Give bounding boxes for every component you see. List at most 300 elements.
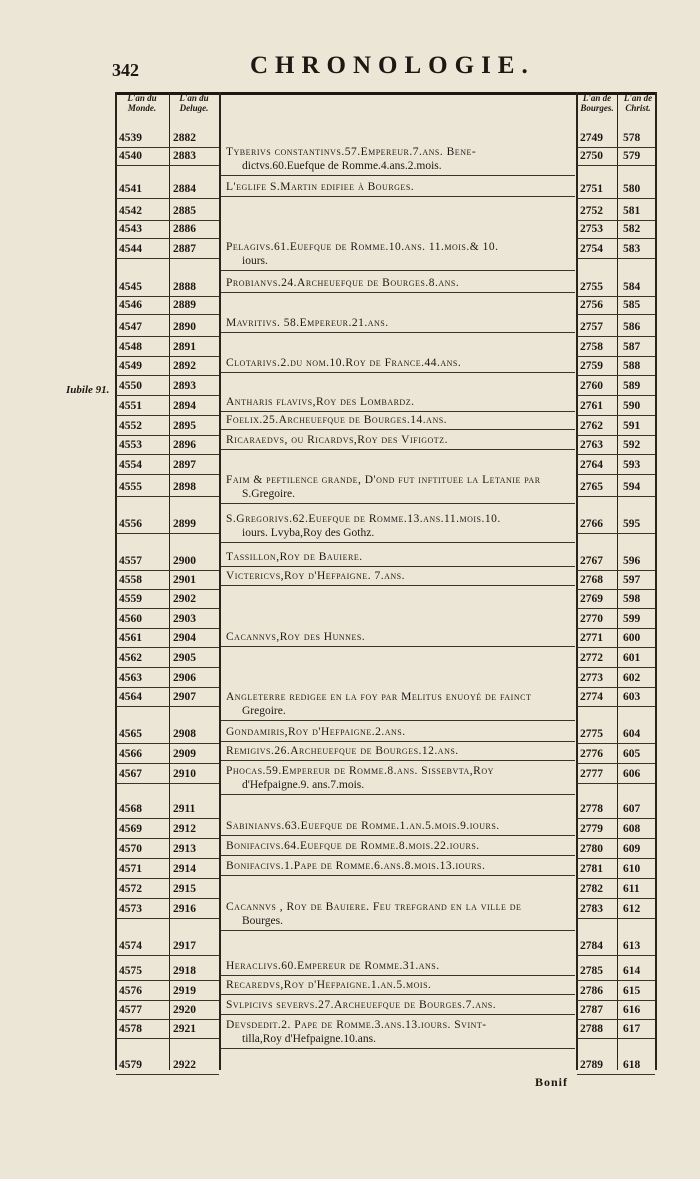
chronicle-entry [226, 900, 576, 928]
entry-rule [221, 503, 575, 504]
chronicle-entry [226, 413, 576, 427]
row-rule [577, 496, 655, 497]
row-rule [577, 647, 655, 648]
christ-year: 600 [623, 632, 641, 644]
bourges-year: 2768 [580, 574, 603, 586]
christ-year: 590 [623, 400, 641, 412]
bourges-year: 2750 [580, 150, 603, 162]
row-rule [116, 628, 219, 629]
entry-line: Tyberivs constantinvs.57.Empereur.7.ans. Bene- [226, 146, 477, 158]
row-rule [577, 375, 655, 376]
row-rule [577, 238, 655, 239]
chronicle-entry [226, 473, 576, 501]
entry-rule [221, 835, 575, 836]
chronicle-entry [226, 356, 576, 370]
entry-line: Remigivs.26.Archeuefque de Bourges.12.ans. [226, 745, 459, 757]
row-rule [577, 314, 655, 315]
entry-line: Ricaraedvs, ou Ricardvs,Roy des Vifigotz. [226, 434, 448, 446]
bourges-year: 2782 [580, 883, 603, 895]
christ-year: 608 [623, 823, 641, 835]
deluge-year: 2885 [173, 205, 196, 217]
bourges-year: 2756 [580, 299, 603, 311]
christ-year: 609 [623, 843, 641, 855]
deluge-year: 2916 [173, 903, 196, 915]
bourges-year: 2778 [580, 803, 603, 815]
christ-year: 607 [623, 803, 641, 815]
row-rule [577, 589, 655, 590]
entry-line: L'eglife S.Martin edifiee à Bourges. [226, 181, 415, 193]
entry-line-continued: iours. Lvyba,Roy des Gothz. [242, 527, 375, 539]
world-year: 4541 [119, 183, 142, 195]
deluge-year: 2903 [173, 613, 196, 625]
row-rule [116, 336, 219, 337]
chronicle-entry [226, 839, 576, 853]
row-rule [116, 743, 219, 744]
row-rule [577, 1038, 655, 1039]
christ-year: 613 [623, 940, 641, 952]
christ-year: 597 [623, 574, 641, 586]
bourges-year: 2765 [580, 481, 603, 493]
bourges-year: 2780 [580, 843, 603, 855]
row-rule [577, 395, 655, 396]
row-rule [577, 198, 655, 199]
world-year: 4548 [119, 341, 142, 353]
world-year: 4552 [119, 420, 142, 432]
row-rule [577, 980, 655, 981]
christ-year: 617 [623, 1023, 641, 1035]
bourges-year: 2788 [580, 1023, 603, 1035]
row-rule [577, 898, 655, 899]
deluge-year: 2920 [173, 1004, 196, 1016]
entry-rule [221, 449, 575, 450]
deluge-year: 2886 [173, 223, 196, 235]
col-header-deluge: L'an du Deluge. [179, 93, 209, 113]
entry-line: Sabinianvs.63.Euefque de Romme.1.an.5.mois.9.iours. [226, 820, 500, 832]
bourges-year: 2779 [580, 823, 603, 835]
row-rule [116, 858, 219, 859]
row-rule [577, 1074, 655, 1075]
world-year: 4564 [119, 691, 142, 703]
row-rule [116, 165, 219, 166]
row-rule [577, 667, 655, 668]
row-rule [116, 375, 219, 376]
christ-year: 594 [623, 481, 641, 493]
world-year: 4576 [119, 985, 142, 997]
entry-line: Clotarivs.2.du nom.10.Roy de France.44.ans. [226, 357, 462, 369]
row-rule [116, 608, 219, 609]
entry-line: S.Gregorivs.62.Euefque de Romme.13.ans.11.mois.10. [226, 513, 501, 525]
row-rule [116, 198, 219, 199]
row-rule [577, 858, 655, 859]
row-rule [116, 1000, 219, 1001]
christ-year: 601 [623, 652, 641, 664]
row-rule [577, 706, 655, 707]
row-rule [116, 955, 219, 956]
bourges-year: 2751 [580, 183, 603, 195]
row-rule [116, 687, 219, 688]
row-rule [577, 1000, 655, 1001]
entry-rule [221, 875, 575, 876]
chronicle-entry [226, 725, 576, 739]
christ-year: 588 [623, 360, 641, 372]
world-year: 4565 [119, 728, 142, 740]
deluge-year: 2891 [173, 341, 196, 353]
world-year: 4553 [119, 439, 142, 451]
entry-rule [221, 1048, 575, 1049]
christ-year: 591 [623, 420, 641, 432]
world-year: 4575 [119, 965, 142, 977]
row-rule [116, 454, 219, 455]
entry-line: Antharis flavivs,Roy des Lombardz. [226, 396, 415, 408]
christ-year: 604 [623, 728, 641, 740]
christ-year: 605 [623, 748, 641, 760]
christ-year: 598 [623, 593, 641, 605]
christ-year: 606 [623, 768, 641, 780]
entry-line: Foelix.25.Archeuefque de Bourges.14.ans. [226, 414, 448, 426]
entry-line: Cacannvs,Roy des Hunnes. [226, 631, 366, 643]
bourges-year: 2752 [580, 205, 603, 217]
world-year: 4555 [119, 481, 142, 493]
entry-rule [221, 542, 575, 543]
row-rule [116, 783, 219, 784]
world-year: 4558 [119, 574, 142, 586]
chronicle-entry [226, 859, 576, 873]
deluge-year: 2904 [173, 632, 196, 644]
world-year: 4546 [119, 299, 142, 311]
christ-year: 578 [623, 132, 641, 144]
world-year: 4562 [119, 652, 142, 664]
christ-year: 612 [623, 903, 641, 915]
row-rule [116, 878, 219, 879]
row-rule [577, 533, 655, 534]
entry-line: Gondamiris,Roy d'Hefpaigne.2.ans. [226, 726, 406, 738]
entry-line: Bonifacivs.1.Pape de Romme.6.ans.8.mois.13.iours. [226, 860, 486, 872]
chronicle-entry [226, 569, 576, 583]
row-rule [577, 336, 655, 337]
bourges-year: 2761 [580, 400, 603, 412]
world-year: 4566 [119, 748, 142, 760]
entry-rule [221, 930, 575, 931]
bourges-year: 2784 [580, 940, 603, 952]
entry-rule [221, 975, 575, 976]
bourges-year: 2769 [580, 593, 603, 605]
world-year: 4551 [119, 400, 142, 412]
deluge-year: 2911 [173, 803, 196, 815]
row-rule [116, 258, 219, 259]
row-rule [116, 314, 219, 315]
bourges-year: 2754 [580, 243, 603, 255]
entry-rule [221, 994, 575, 995]
row-rule [116, 706, 219, 707]
entry-line-continued: dictvs.60.Euefque de Romme.4.ans.2.mois. [242, 160, 442, 172]
chronicle-entry [226, 744, 576, 758]
deluge-year: 2909 [173, 748, 196, 760]
row-rule [116, 838, 219, 839]
entry-line: Devsdedit.2. Pape de Romme.3.ans.13.iours. Svint- [226, 1019, 487, 1031]
entry-line-continued: d'Hefpaigne.9. ans.7.mois. [242, 779, 365, 791]
row-rule [116, 1019, 219, 1020]
christ-year: 599 [623, 613, 641, 625]
row-rule [577, 838, 655, 839]
row-rule [116, 1074, 219, 1075]
world-year: 4570 [119, 843, 142, 855]
deluge-year: 2884 [173, 183, 196, 195]
christ-year: 593 [623, 459, 641, 471]
entry-line: Faim & peftilence grande, D'ond fut inftituee la Letanie par [226, 474, 541, 486]
deluge-year: 2893 [173, 380, 196, 392]
entry-rule [221, 1014, 575, 1015]
christ-year: 587 [623, 341, 641, 353]
christ-year: 580 [623, 183, 641, 195]
entry-line-continued: Bourges. [242, 915, 283, 927]
chronicle-entry [226, 819, 576, 833]
entry-line: Heraclivs.60.Empereur de Romme.31.ans. [226, 960, 440, 972]
christ-year: 618 [623, 1059, 641, 1071]
world-year: 4547 [119, 321, 142, 333]
row-rule [116, 570, 219, 571]
page-title: CHRONOLOGIE. [250, 52, 535, 79]
bourges-year: 2783 [580, 903, 603, 915]
entry-line-continued: iours. [242, 255, 268, 267]
christ-year: 602 [623, 672, 641, 684]
deluge-year: 2921 [173, 1023, 196, 1035]
deluge-year: 2888 [173, 281, 196, 293]
deluge-year: 2915 [173, 883, 196, 895]
deluge-year: 2882 [173, 132, 196, 144]
deluge-year: 2913 [173, 843, 196, 855]
entry-line-continued: tilla,Roy d'Hefpaigne.10.ans. [242, 1033, 376, 1045]
entry-rule [221, 270, 575, 271]
christ-year: 585 [623, 299, 641, 311]
row-rule [577, 415, 655, 416]
bourges-year: 2760 [580, 380, 603, 392]
row-rule [577, 628, 655, 629]
entry-line: Angleterre redigee en la foy par Melitus enuoyé de fainct [226, 691, 532, 703]
row-rule [577, 783, 655, 784]
world-year: 4572 [119, 883, 142, 895]
entry-rule [221, 372, 575, 373]
row-rule [577, 570, 655, 571]
world-year: 4550 [119, 380, 142, 392]
world-year: 4571 [119, 863, 142, 875]
bourges-year: 2763 [580, 439, 603, 451]
entry-rule [221, 794, 575, 795]
row-rule [116, 356, 219, 357]
bourges-year: 2771 [580, 632, 603, 644]
entry-line-continued: Gregoire. [242, 705, 286, 717]
world-year: 4577 [119, 1004, 142, 1016]
christ-year: 603 [623, 691, 641, 703]
row-rule [116, 496, 219, 497]
christ-year: 596 [623, 555, 641, 567]
bourges-year: 2757 [580, 321, 603, 333]
bourges-year: 2762 [580, 420, 603, 432]
bourges-year: 2777 [580, 768, 603, 780]
entry-line: Victericvs,Roy d'Hefpaigne. 7.ans. [226, 570, 405, 582]
col-header-christ: L'an de Christ. [623, 93, 653, 113]
row-rule [577, 955, 655, 956]
entry-line: Bonifacivs.64.Euefque de Romme.8.mois.22.iours. [226, 840, 480, 852]
deluge-year: 2889 [173, 299, 196, 311]
row-rule [116, 918, 219, 919]
world-year: 4556 [119, 518, 142, 530]
bourges-year: 2767 [580, 555, 603, 567]
bourges-year: 2775 [580, 728, 603, 740]
deluge-year: 2897 [173, 459, 196, 471]
chronicle-entry [226, 978, 576, 992]
bourges-year: 2773 [580, 672, 603, 684]
christ-year: 583 [623, 243, 641, 255]
deluge-year: 2902 [173, 593, 196, 605]
christ-year: 611 [623, 883, 640, 895]
row-rule [116, 647, 219, 648]
entry-rule [221, 429, 575, 430]
row-rule [116, 763, 219, 764]
christ-year: 584 [623, 281, 641, 293]
deluge-year: 2914 [173, 863, 196, 875]
entry-rule [221, 175, 575, 176]
world-year: 4573 [119, 903, 142, 915]
row-rule [577, 165, 655, 166]
deluge-year: 2900 [173, 555, 196, 567]
entry-rule [221, 741, 575, 742]
christ-year: 610 [623, 863, 641, 875]
deluge-year: 2918 [173, 965, 196, 977]
deluge-year: 2907 [173, 691, 196, 703]
world-year: 4574 [119, 940, 142, 952]
world-year: 4540 [119, 150, 142, 162]
bourges-year: 2781 [580, 863, 603, 875]
world-year: 4542 [119, 205, 142, 217]
deluge-year: 2910 [173, 768, 196, 780]
row-rule [116, 898, 219, 899]
entry-rule [221, 566, 575, 567]
deluge-year: 2917 [173, 940, 196, 952]
row-rule [116, 980, 219, 981]
bourges-year: 2789 [580, 1059, 603, 1071]
chronicle-entry [226, 316, 576, 330]
christ-year: 586 [623, 321, 641, 333]
christ-year: 615 [623, 985, 641, 997]
entry-line: Cacannvs , Roy de Bauiere. Feu trefgrand en la ville de [226, 901, 522, 913]
bourges-year: 2755 [580, 281, 603, 293]
bourges-year: 2770 [580, 613, 603, 625]
row-rule [577, 743, 655, 744]
row-rule [577, 818, 655, 819]
row-rule [116, 818, 219, 819]
christ-year: 592 [623, 439, 641, 451]
row-rule [116, 589, 219, 590]
bourges-year: 2764 [580, 459, 603, 471]
world-year: 4557 [119, 555, 142, 567]
row-rule [116, 667, 219, 668]
deluge-year: 2898 [173, 481, 196, 493]
deluge-year: 2890 [173, 321, 196, 333]
entry-rule [221, 585, 575, 586]
entry-rule [221, 292, 575, 293]
row-rule [577, 608, 655, 609]
world-year: 4559 [119, 593, 142, 605]
deluge-year: 2912 [173, 823, 196, 835]
world-year: 4545 [119, 281, 142, 293]
world-year: 4539 [119, 132, 142, 144]
christ-year: 614 [623, 965, 641, 977]
row-rule [577, 878, 655, 879]
chronicle-entry [226, 180, 576, 194]
chronicle-entry [226, 240, 576, 268]
row-rule [577, 435, 655, 436]
world-year: 4568 [119, 803, 142, 815]
world-year: 4549 [119, 360, 142, 372]
world-year: 4563 [119, 672, 142, 684]
entry-line: Pelagivs.61.Euefque de Romme.10.ans. 11.mois.& 10. [226, 241, 499, 253]
world-year: 4543 [119, 223, 142, 235]
chronicle-entry [226, 276, 576, 290]
chronicle-entry [226, 395, 576, 409]
bourges-year: 2786 [580, 985, 603, 997]
entry-rule [221, 646, 575, 647]
row-rule [577, 454, 655, 455]
deluge-year: 2901 [173, 574, 196, 586]
chronicle-entry [226, 959, 576, 973]
world-year: 4561 [119, 632, 142, 644]
rule-deluge [219, 92, 221, 1070]
deluge-year: 2908 [173, 728, 196, 740]
deluge-year: 2905 [173, 652, 196, 664]
row-rule [116, 415, 219, 416]
deluge-year: 2922 [173, 1059, 196, 1071]
christ-year: 595 [623, 518, 641, 530]
entry-line: Recaredvs,Roy d'Hefpaigne.1.an.5.mois. [226, 979, 432, 991]
bourges-year: 2776 [580, 748, 603, 760]
row-rule [116, 1038, 219, 1039]
world-year: 4579 [119, 1059, 142, 1071]
page-number: 342 [112, 60, 139, 80]
chronicle-entry [226, 145, 576, 173]
bourges-year: 2758 [580, 341, 603, 353]
row-rule [577, 1019, 655, 1020]
row-rule [116, 435, 219, 436]
christ-year: 581 [623, 205, 641, 217]
entry-line: Phocas.59.Empereur de Romme.8.ans. Sissebvta,Roy [226, 765, 494, 777]
deluge-year: 2896 [173, 439, 196, 451]
chronicle-entry [226, 512, 576, 540]
entry-rule [221, 760, 575, 761]
deluge-year: 2887 [173, 243, 196, 255]
deluge-year: 2892 [173, 360, 196, 372]
row-rule [577, 474, 655, 475]
chronicle-entry [226, 998, 576, 1012]
rule-right [655, 92, 657, 1070]
bourges-year: 2785 [580, 965, 603, 977]
bourges-year: 2766 [580, 518, 603, 530]
entry-line-continued: S.Gregoire. [242, 488, 296, 500]
world-year: 4560 [119, 613, 142, 625]
world-year: 4569 [119, 823, 142, 835]
entry-rule [221, 332, 575, 333]
row-rule [577, 687, 655, 688]
row-rule [116, 395, 219, 396]
deluge-year: 2883 [173, 150, 196, 162]
chronicle-entry [226, 630, 576, 644]
world-year: 4578 [119, 1023, 142, 1035]
deluge-year: 2895 [173, 420, 196, 432]
margin-note-jubilee: Iubile 91. [66, 384, 110, 396]
entry-line: Mavritivs. 58.Empereur.21.ans. [226, 317, 389, 329]
world-year: 4567 [119, 768, 142, 780]
entry-rule [221, 411, 575, 412]
entry-rule [221, 720, 575, 721]
